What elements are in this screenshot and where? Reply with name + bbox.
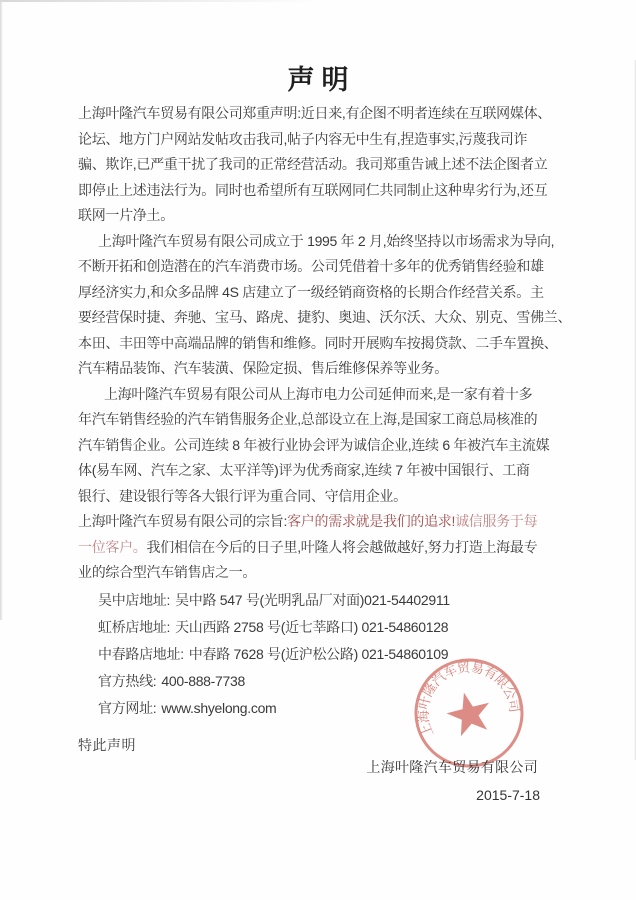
text-line: 汽车销售企业。公司连续 8 年被行业协会评为诚信企业,连续 6 年被汽车主流媒	[78, 436, 550, 453]
text-line-purpose-1	[78, 509, 570, 535]
text-line: 上海叶隆汽车贸易有限公司从上海市电力公司延伸而来,是一家有着十多	[104, 385, 533, 402]
contact-value: 400-888-7738	[161, 672, 245, 689]
hereby-declaration: 特此声明	[78, 737, 136, 753]
text-line: 本田、丰田等中高端品牌的销售和维修。同时开展购车按揭贷款、二手车置换、	[78, 334, 558, 351]
purpose-prefix: 上海叶隆汽车贸易有限公司的宗旨:	[78, 513, 288, 529]
text-line: 上海叶隆汽车贸易有限公司成立于 1995 年 2 月,始终坚持以市场需求为导向,	[98, 232, 555, 249]
purpose-slogan-light-2: 一位客户。	[78, 538, 147, 555]
purpose-rest: 我们相信在今后的日子里,叶隆人将会越做越好,努力打造上海最专	[146, 538, 538, 555]
contact-value: 中春路 7628 号(近沪松公路) 021-54860109	[188, 645, 449, 662]
seal-company-text: 上海叶隆汽车贸易有限公司	[415, 659, 523, 739]
text-line: 厚经济实力,和众多品牌 4S 店建立了一级经销商资格的长期合作经营关系。主	[78, 283, 544, 300]
seal-star-icon	[443, 687, 496, 738]
text-line: 体(易车网、汽车之家、太平洋等)评为优秀商家,连续 7 年被中国银行、工商	[78, 462, 530, 478]
text-line: 上海叶隆汽车贸易有限公司郑重声明:近日来,有企图不明者连续在互联网媒体、	[78, 105, 551, 121]
contact-value: www.shyelong.com	[161, 699, 277, 716]
contact-label: 官方热线:	[98, 672, 157, 689]
text-line: 要经营保时捷、奔驰、宝马、路虎、捷豹、奥迪、沃尔沃、大众、别克、雪佛兰、	[78, 309, 572, 325]
text-line-purpose-2	[78, 535, 570, 561]
purpose-slogan-light: 诚信服务于每	[455, 513, 538, 529]
text-line: 不断开拓和创造潜在的汽车消费市场。公司凭借着十多年的优秀销售经验和雄	[78, 258, 544, 274]
text-line: 银行、建设银行等各大银行评为重合同、守信用企业。	[78, 487, 407, 504]
signature-company-name: 上海叶隆汽车贸易有限公司	[366, 759, 538, 775]
text-line: 汽车精品装饰、汽车装潢、保险定损、售后维修保养等业务。	[78, 360, 448, 376]
text-line: 业的综合型汽车销售店之一。	[78, 564, 257, 580]
contact-label: 吴中店地址:	[98, 591, 171, 608]
contact-label: 虹桥店地址:	[98, 618, 171, 635]
text-line: 年汽车销售经验的汽车销售服务企业,总部设立在上海,是国家工商总局核准的	[78, 411, 538, 427]
contact-label: 中春路店地址:	[98, 645, 184, 662]
signature-date: 2015-7-18	[476, 787, 540, 803]
scan-edge-top	[0, 0, 320, 2]
contact-value: 吴中路 547 号(光明乳品厂对面)021-54402911	[175, 591, 450, 608]
contact-wuzhong-store	[78, 587, 570, 614]
contact-label: 官方网址:	[98, 699, 157, 716]
text-line: 骗、欺诈,已严重干扰了我司的正常经营活动。我司郑重告诫上述不法企图者立	[78, 156, 548, 172]
text-line: 即停止上述违法行为。同时也希望所有互联网同仁共同制止这种卑劣行为,还互	[78, 181, 548, 198]
text-line: 论坛、地方门户网站发帖攻击我司,帖子内容无中生有,捏造事实,污蔑我司诈	[78, 130, 528, 147]
page-title: 声明	[287, 65, 356, 95]
purpose-slogan-dark: 客户的需求就是我们的追求!	[287, 513, 456, 529]
contact-value: 天山西路 2758 号(近七莘路口) 021-54860128	[175, 618, 449, 635]
contact-hongqiao-store	[78, 614, 570, 641]
statement-body	[78, 101, 570, 722]
text-line: 联网一片净土。	[78, 207, 174, 223]
